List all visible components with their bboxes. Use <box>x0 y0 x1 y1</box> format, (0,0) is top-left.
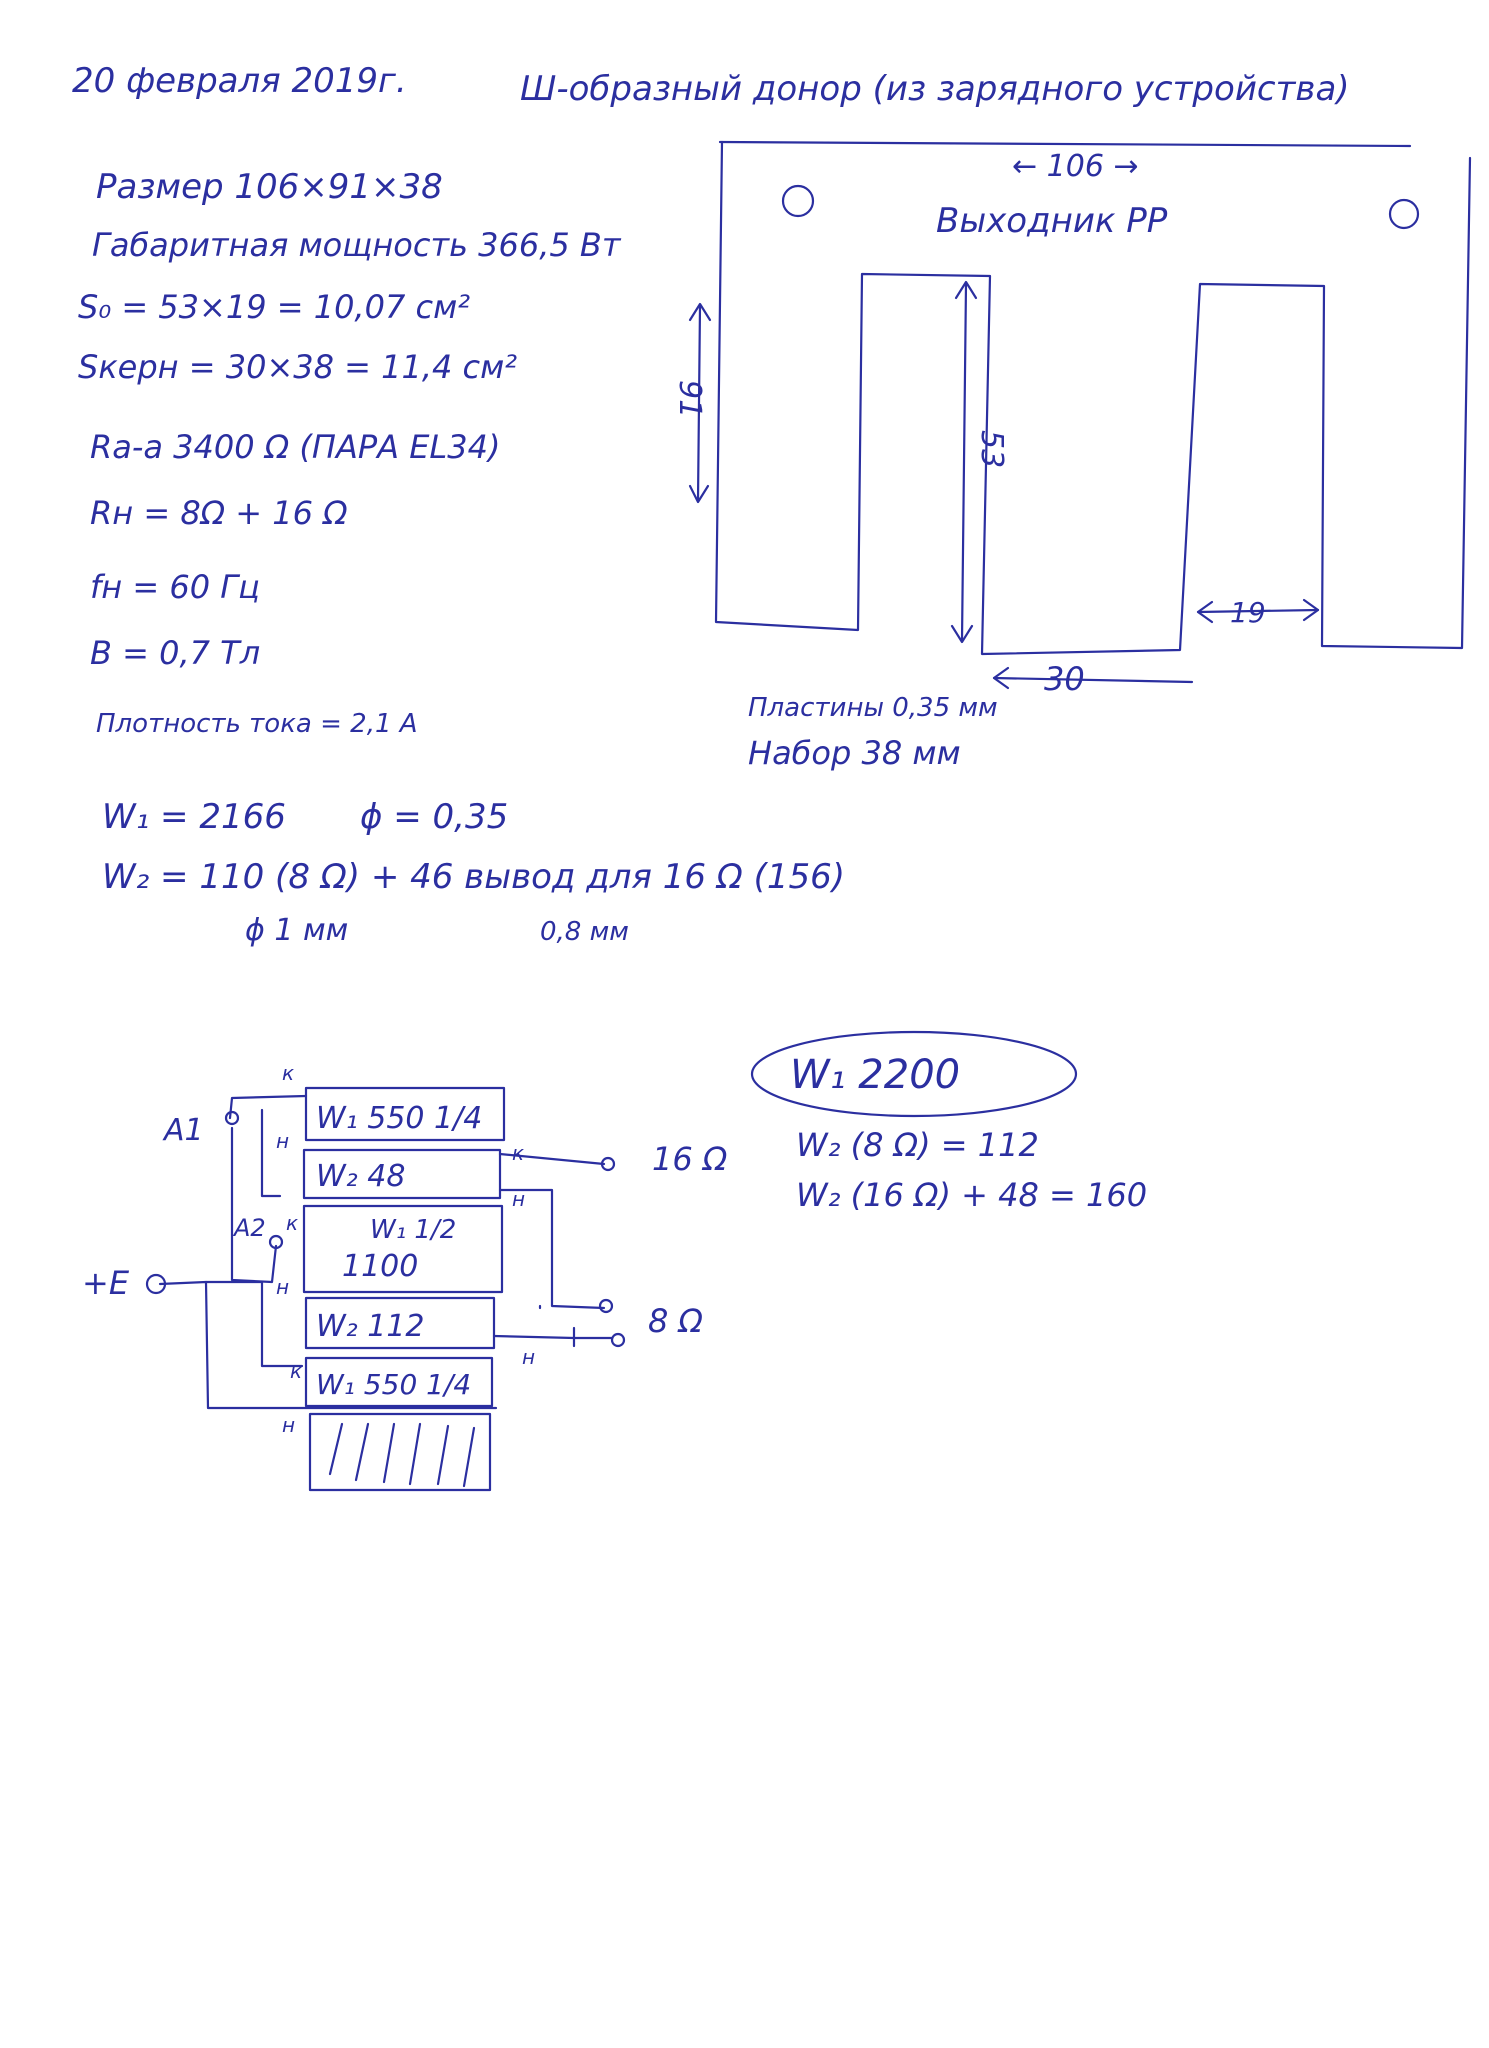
w2-turns: W₂ = 110 (8 Ω) + 46 вывод для 16 Ω (156) <box>102 857 846 897</box>
w1-total: W₁ 2200 <box>790 1052 961 1098</box>
coil-label-3: W₁ 1/2 <box>370 1215 457 1245</box>
height-dimension: 91 <box>672 380 707 419</box>
coil-label-6: W₁ 550 1/4 <box>316 1368 472 1401</box>
w2-wire-diameter-2: 0,8 мм <box>540 917 629 947</box>
out16-label: 16 Ω <box>652 1140 728 1178</box>
core-center-text: Выходник PP <box>936 201 1168 241</box>
core-drawing <box>672 142 1470 772</box>
winding-schematic <box>82 1061 728 1490</box>
n-mark-5: н <box>282 1413 296 1437</box>
coil-label-4: 1100 <box>342 1249 419 1284</box>
coil-label-2: W₂ 48 <box>316 1159 406 1194</box>
w2-8-ohm: W₂ (8 Ω) = 112 <box>796 1126 1039 1164</box>
terminal-8-a <box>600 1300 612 1312</box>
w1-wire-diameter: ϕ = 0,35 <box>360 797 509 837</box>
w1-turns: W₁ = 2166 <box>102 797 286 837</box>
spec-size: Размер 106×91×38 <box>96 167 443 207</box>
windings-block <box>102 797 845 948</box>
center-dimension: 30 <box>1044 660 1085 698</box>
stack-note: Набор 38 мм <box>748 734 961 772</box>
k-mark-2: к <box>512 1141 525 1165</box>
spec-ra-a: Rа-а 3400 Ω (ПАРА EL34) <box>90 428 501 466</box>
plate-note: Пластины 0,35 мм <box>748 693 998 723</box>
a2-label: A2 <box>234 1214 266 1242</box>
date-text: 20 февраля 2019г. <box>72 61 407 101</box>
spec-current-density: Плотность тока = 2,1 A <box>96 709 418 739</box>
width-dimension: ← 106 → <box>1012 149 1139 184</box>
n-mark-1: н <box>276 1129 290 1153</box>
k-mark-3: к <box>286 1211 299 1235</box>
spec-window-area: S₀ = 53×19 = 10,07 см² <box>78 288 471 326</box>
k-mark-1: к <box>282 1061 295 1085</box>
specs-list <box>78 167 622 739</box>
plus-e-label: +E <box>82 1264 130 1302</box>
leg-dimension: 19 <box>1230 596 1266 629</box>
n-mark-3: н <box>276 1275 290 1299</box>
coil-label-1: W₁ 550 1/4 <box>316 1101 483 1136</box>
spec-rn: Rн = 8Ω + 16 Ω <box>90 494 348 532</box>
terminal-a1 <box>226 1112 238 1124</box>
window-dimension: 53 <box>974 430 1009 469</box>
a1-label: A1 <box>164 1113 204 1148</box>
spec-induction: B = 0,7 Тл <box>90 634 261 672</box>
n-mark-4: н <box>522 1345 536 1369</box>
n-mark-2: н <box>512 1187 526 1211</box>
turns-summary <box>752 1032 1147 1214</box>
out8-label: 8 Ω <box>648 1302 703 1340</box>
spec-power: Габаритная мощность 366,5 Вт <box>92 226 621 264</box>
coil-label-5: W₂ 112 <box>316 1309 425 1344</box>
spec-core-area: Sкерн = 30×38 = 11,4 см² <box>78 348 518 386</box>
w2-wire-diameter-1: ϕ 1 мм <box>245 913 349 948</box>
terminal-8-b <box>612 1334 624 1346</box>
mount-hole-right <box>1390 200 1418 228</box>
title-text: Ш-образный донор (из зарядного устройства) <box>520 69 1350 109</box>
spec-freq: fн = 60 Гц <box>90 568 260 606</box>
w2-16-ohm: W₂ (16 Ω) + 48 = 160 <box>796 1176 1148 1214</box>
mount-hole-left <box>783 186 813 216</box>
hatched-core <box>310 1414 490 1490</box>
k-mark-4: к <box>290 1359 303 1383</box>
